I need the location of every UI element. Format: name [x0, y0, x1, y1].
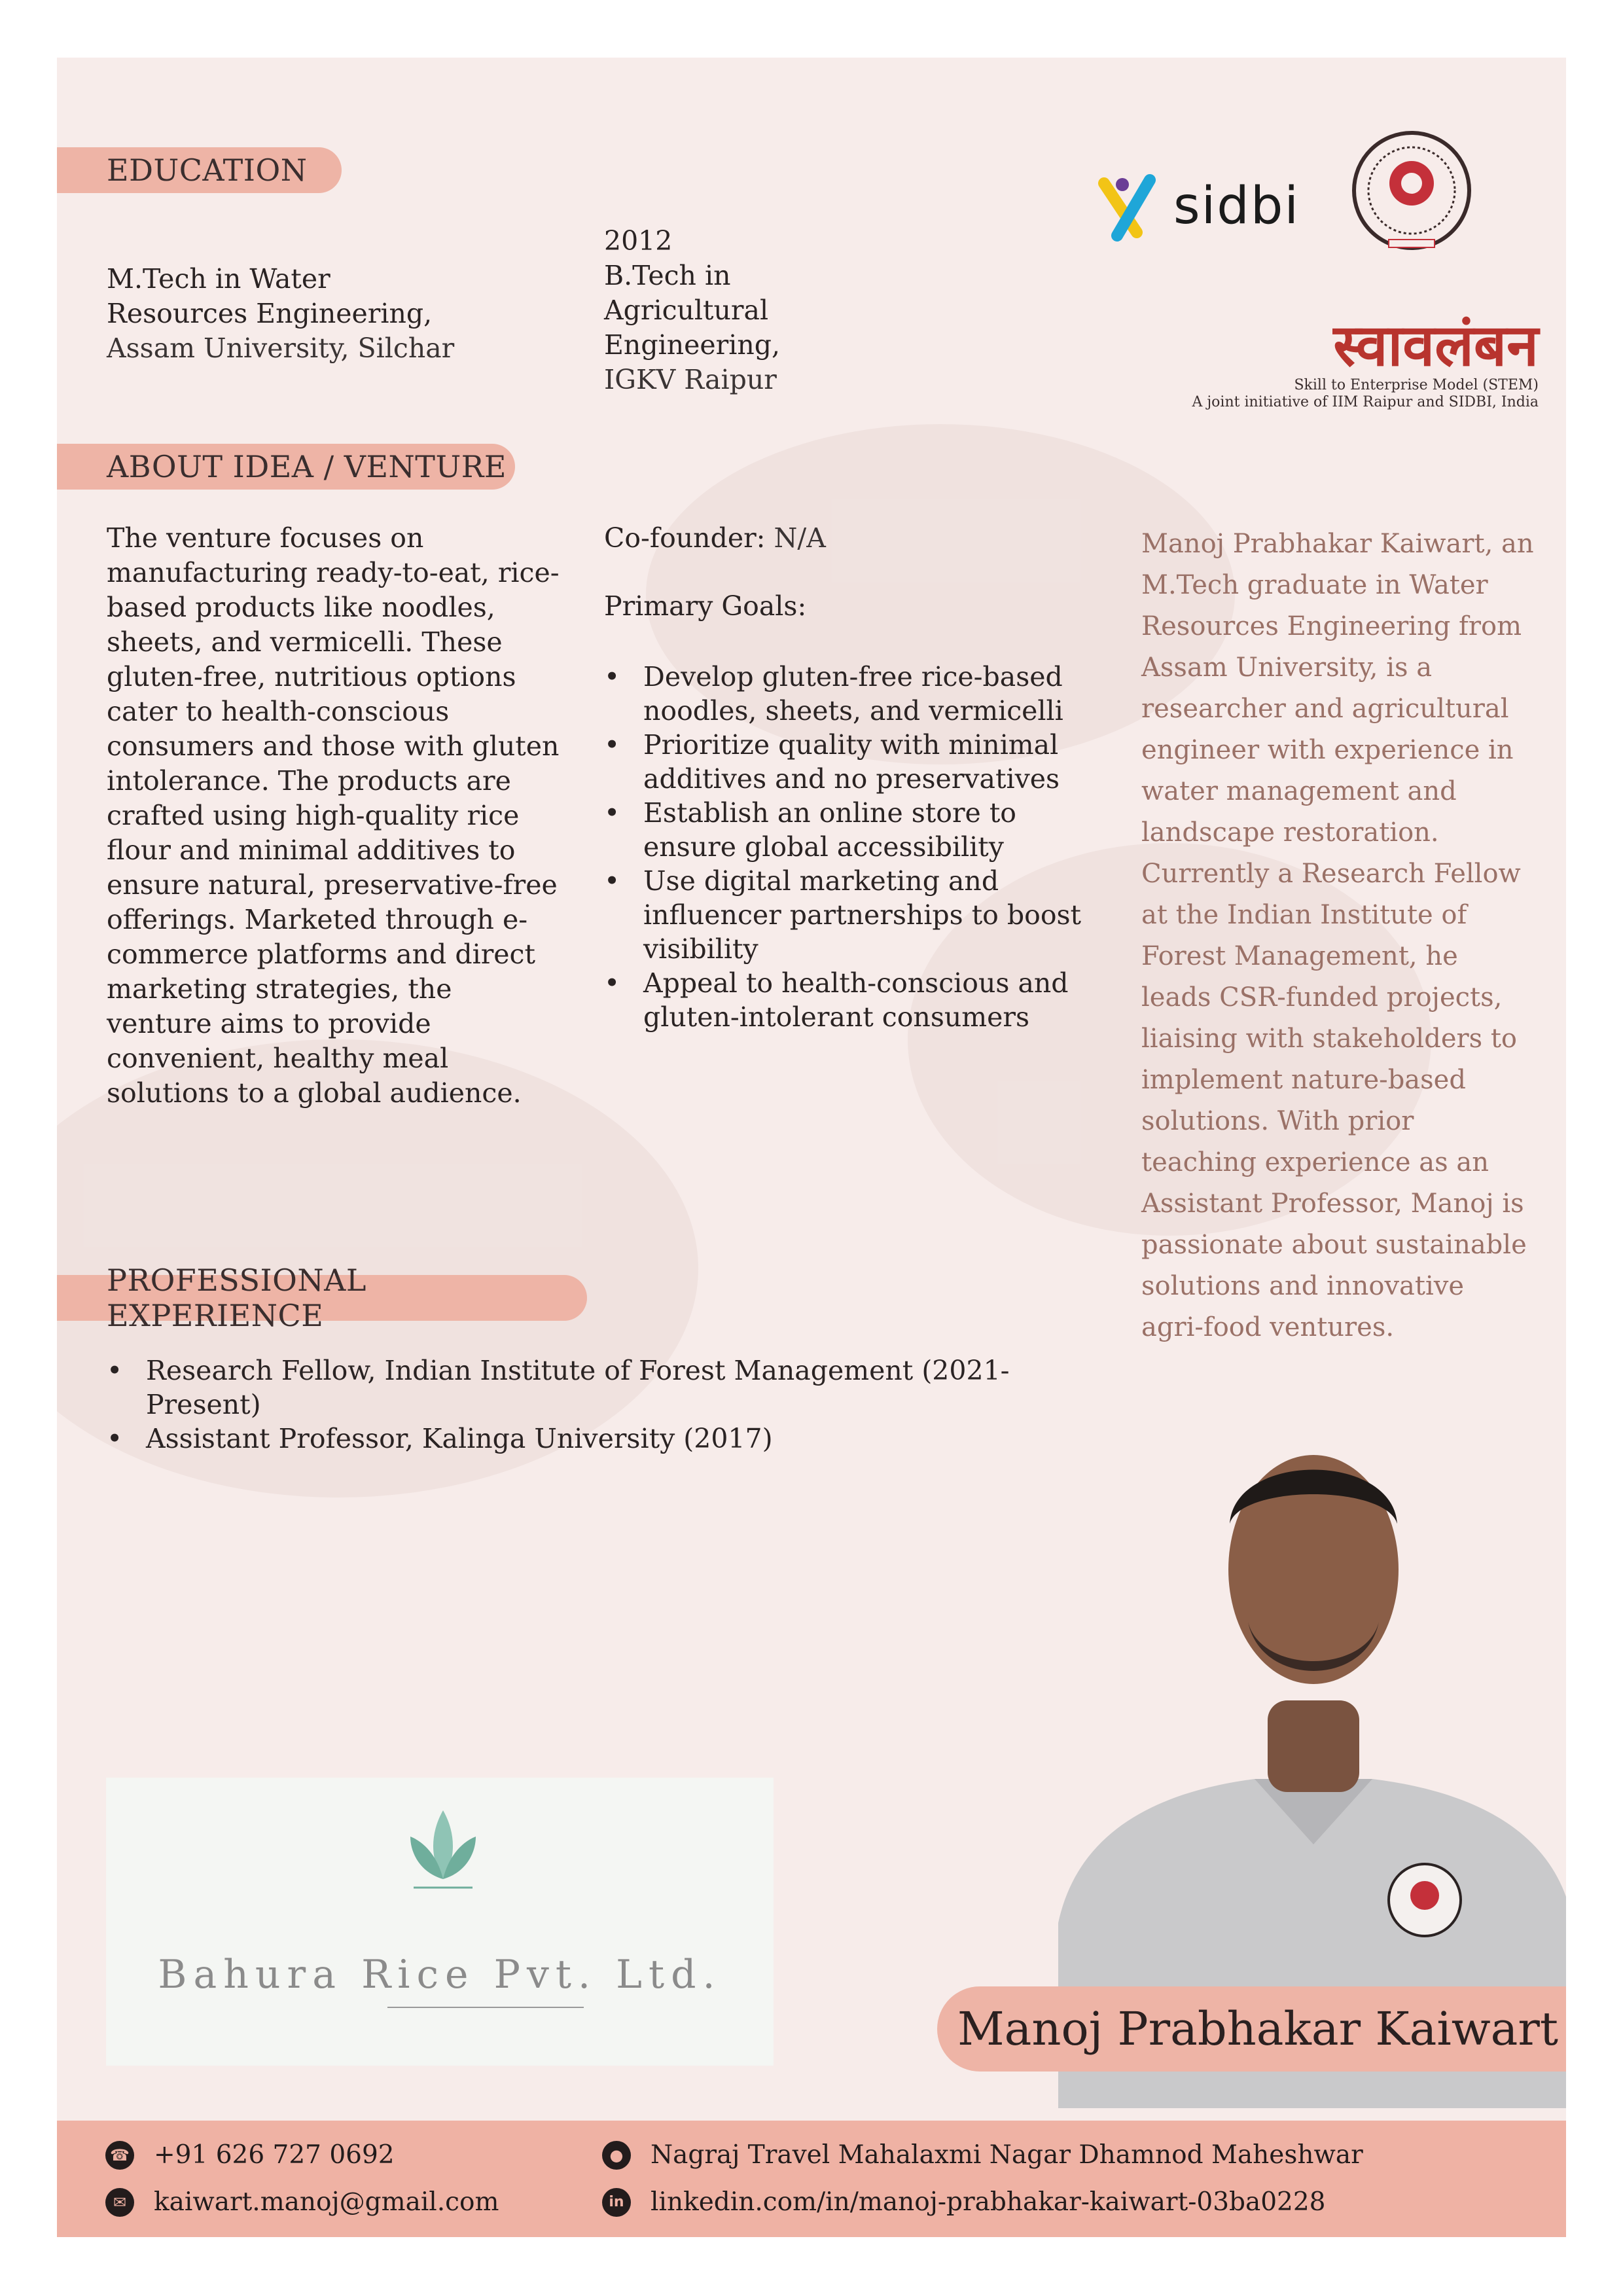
company-logo: [106, 1778, 774, 2066]
address-text: Nagraj Travel Mahalaxmi Nagar Dhamnod Maheshwar: [651, 2140, 1363, 2170]
linkedin-url: linkedin.com/in/manoj-prabhakar-kaiwart-03ba0228: [651, 2187, 1326, 2217]
cofounder-line: [604, 521, 1088, 556]
goal-item: • Establish an online store to ensure global accessibility: [604, 796, 1088, 864]
sidbi-logo: [1097, 170, 1300, 242]
swavalamban-logo: स्वावलंबन: [1333, 312, 1539, 379]
sidbi-wordmark: sidbi: [1173, 177, 1300, 236]
mtech-institution: Assam University, Silchar: [107, 332, 455, 364]
venture-description: The venture focuses on manufacturing ready-to-eat, rice-based products like noodles, sheets, and vermicelli. These gluten-free, nutritious options cater to health-conscious consumers and those with gluten intolerance. The products are crafted using high-quality rice flour and minimal additives to ensure natural, preservative-free offerings. Marketed through e-commerce platforms and direct marketing strategies, the venture aims to provide convenient, healthy meal solutions to a global audience.: [107, 522, 560, 1109]
venture-heading: ABOUT IDEA / VENTURE: [57, 444, 515, 490]
phone-contact[interactable]: [105, 2140, 395, 2170]
goal-item: • Use digital marketing and influencer partnerships to boost visibility: [604, 864, 1088, 966]
lotus-icon: [394, 1797, 492, 1895]
address-contact: [602, 2140, 1363, 2170]
goal-item: • Prioritize quality with minimal additives and no preservatives: [604, 728, 1088, 796]
education-heading: EDUCATION: [57, 147, 342, 193]
experience-list: [107, 1354, 1088, 1456]
btech-year: 2012: [604, 225, 673, 257]
experience-heading: PROFESSIONAL EXPERIENCE: [57, 1275, 587, 1321]
phone-icon: ☎: [105, 2141, 134, 2170]
goals-list: [604, 660, 1088, 1034]
stem-subtitle: Skill to Enterprise Model (STEM): [1294, 377, 1539, 393]
email-address: kaiwart.manoj@gmail.com: [154, 2187, 499, 2217]
profile-page: [57, 58, 1566, 2237]
btech-institution: IGKV Raipur: [604, 364, 777, 395]
goals-heading: Primary Goals:: [604, 590, 807, 622]
person-name: Manoj Prabhakar Kaiwart: [937, 1986, 1566, 2072]
cofounder-label: Co-founder:: [604, 522, 766, 554]
mtech-degree: M.Tech in Water Resources Engineering,: [107, 263, 433, 329]
linkedin-contact[interactable]: [602, 2187, 1325, 2217]
location-pin-icon: ●: [602, 2141, 631, 2170]
btech-entry: [604, 224, 827, 397]
goal-item: • Appeal to health-conscious and gluten-intolerant consumers: [604, 966, 1088, 1034]
experience-item: • Assistant Professor, Kalinga University (2017): [107, 1422, 1088, 1456]
logo-divider: [387, 2007, 584, 2008]
linkedin-icon: in: [602, 2188, 631, 2217]
stem-initiative: A joint initiative of IIM Raipur and SIDBI, India: [1192, 394, 1539, 410]
bio-paragraph: Manoj Prabhakar Kaiwart, an M.Tech graduate in Water Resources Engineering from Assam University, is a researcher and agricultural engineer with experience in water management and landscape restoration. Currently a Research Fellow at the Indian Institute of Forest Management, he leads CSR-funded projects, liaising with stakeholders to implement nature-based solutions. With prior teaching experience as an Assistant Professor, Manoj is passionate about sustainable solutions and innovative agri-food ventures.: [1141, 529, 1534, 1342]
sidbi-mark-icon: [1097, 170, 1169, 242]
experience-item: • Research Fellow, Indian Institute of Forest Management (2021-Present): [107, 1354, 1088, 1422]
contact-footer: [57, 2121, 1566, 2237]
email-contact[interactable]: [105, 2187, 499, 2217]
phone-number: +91 626 727 0692: [154, 2140, 395, 2170]
company-name: Bahura Rice Pvt. Ltd.: [158, 1952, 722, 1998]
goal-item: • Develop gluten-free rice-based noodles, sheets, and vermicelli: [604, 660, 1088, 728]
iim-raipur-seal-icon: [1351, 130, 1472, 251]
email-icon: ✉: [105, 2188, 134, 2217]
btech-degree: B.Tech in Agricultural Engineering,: [604, 260, 781, 361]
cofounder-value: N/A: [765, 522, 826, 554]
mtech-entry: [107, 262, 473, 366]
